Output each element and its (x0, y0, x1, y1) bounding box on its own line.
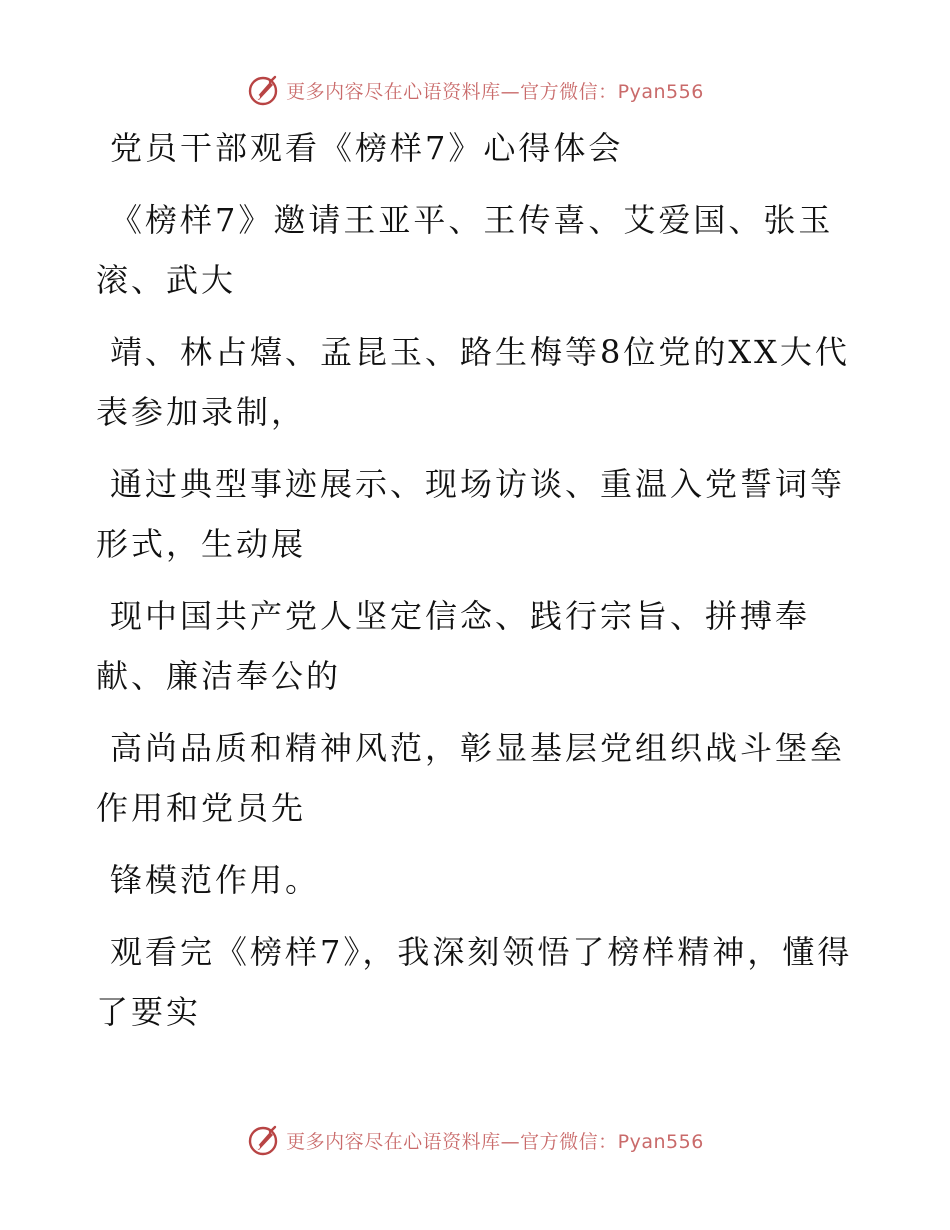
quill-pen-seal-icon (246, 73, 280, 107)
paragraph (96, 190, 876, 310)
paragraph-line: 作用和党员先 (96, 789, 307, 827)
watermark-text: 更多内容尽在心语资料库—官方微信：Pyan556 (286, 80, 704, 103)
paragraph-line: 现中国共产党人坚定信念、践行宗旨、拼搏奉 (110, 597, 811, 635)
quill-pen-seal-icon (246, 1123, 280, 1157)
paragraph-line: 通过典型事迹展示、现场访谈、重温入党誓词等 (110, 465, 846, 503)
paragraph-line: 《榜样7》邀请王亚平、王传喜、艾爱国、张玉 (110, 201, 834, 239)
paragraph-line: 滚、武大 (96, 261, 237, 299)
header-watermark (0, 70, 950, 110)
paragraph (96, 586, 876, 706)
paragraph-line: 锋模范作用。 (110, 861, 321, 899)
paragraph (96, 718, 876, 838)
paragraph (96, 922, 876, 1042)
paragraph-line: 观看完《榜样7》，我深刻领悟了榜样精神，懂得 (110, 933, 853, 971)
paragraph-line: 献、廉洁奉公的 (96, 657, 342, 695)
paragraph-line: 表参加录制， (96, 393, 307, 431)
footer-watermark (0, 1120, 950, 1160)
document-title: 党员干部观看《榜样7》心得体会 (110, 129, 624, 167)
paragraph-line: 靖、林占熺、孟昆玉、路生梅等8位党的XX大代 (110, 333, 850, 371)
document-body (96, 118, 876, 1042)
paragraph-line: 了要实 (96, 993, 202, 1031)
paragraph-line: 形式，生动展 (96, 525, 307, 563)
watermark-text: 更多内容尽在心语资料库—官方微信：Pyan556 (286, 1130, 704, 1153)
paragraph (96, 322, 876, 442)
paragraph (96, 850, 876, 910)
paragraph-line: 高尚品质和精神风范，彰显基层党组织战斗堡垒 (110, 729, 846, 767)
paragraph (96, 454, 876, 574)
